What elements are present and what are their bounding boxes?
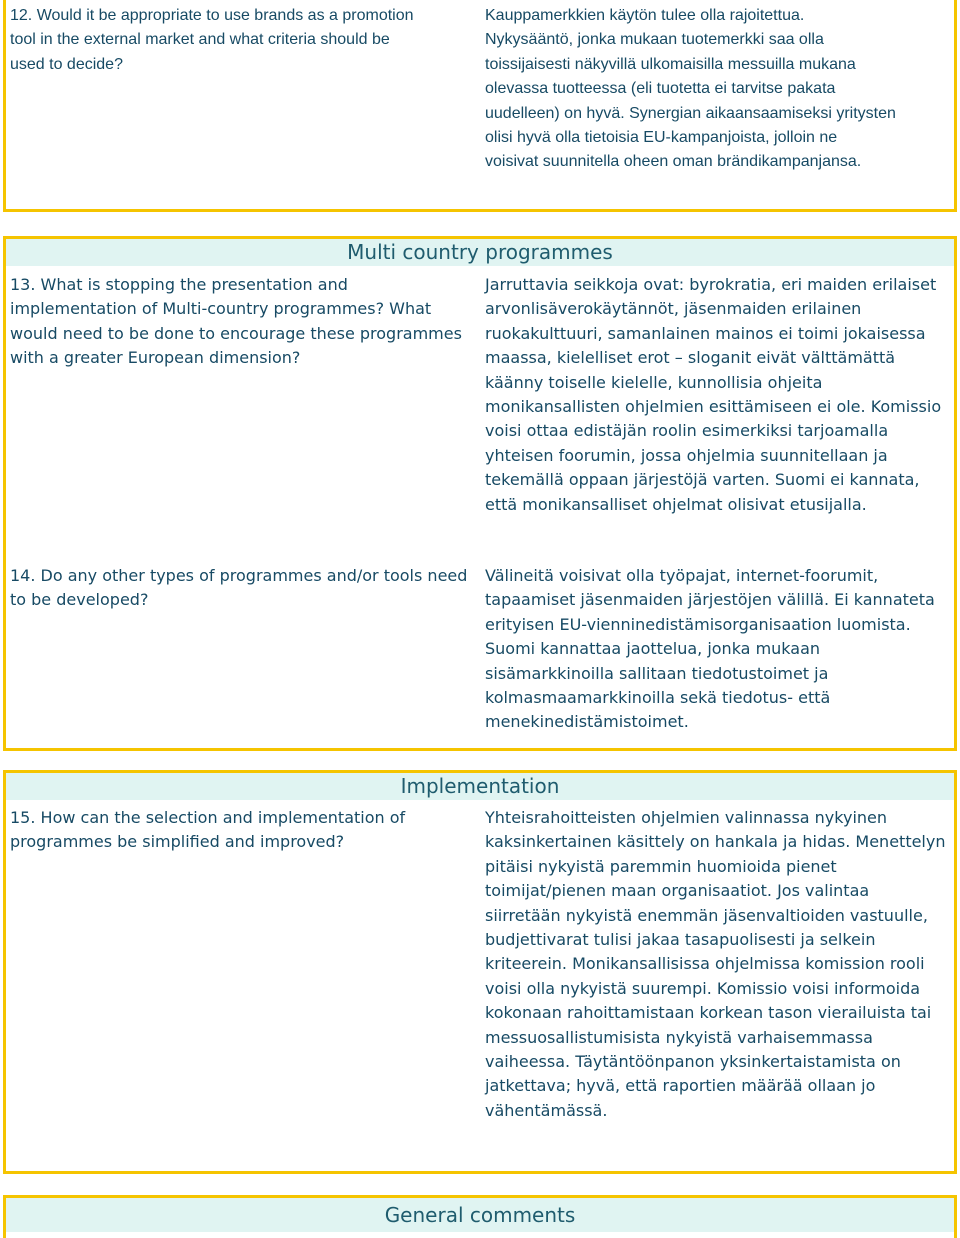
question-12-text: 12. Would it be appropriate to use brands as a promotion tool in the external market and what criteria should be used to decide? (10, 7, 414, 73)
answer-13-text: Jarruttavia seikkoja ovat: byrokratia, eri maiden erilaiset arvonlisäverokäytännöt, jäsenmaiden erilainen ruokakulttuuri, samanlainen mainos ei toimi jokaisessa maassa, kielelliset erot – sloganit eivät välttämättä käänny toiselle kielelle, kunnollisia ohjeita monikansallisten ohjelmien esittämiseen ei ole. Komissio voisi ottaa edistäjän roolin esimerkiksi tarjoamalla yhteisen foorumin, jossa ohjelmia suunnitellaan ja tekemällä oppaan järjestöjä varten. Suomi ei kannata, että monikansalliset ohjelmat olisivat etusijalla. (485, 275, 942, 514)
general-comments-section (3, 1195, 957, 1238)
question-12-box (3, 0, 957, 212)
question-14-text: 14. Do any other types of programmes and/or tools need to be developed? (10, 566, 468, 610)
multi-country-section (3, 236, 957, 751)
section-title-general-comments: General comments (6, 1198, 954, 1232)
section-title-implementation: Implementation (6, 773, 954, 800)
answer-12-text: Kauppamerkkien käytön tulee olla rajoitettua. Nykysääntö, jonka mukaan tuotemerkki saa olla toissijaisesti näkyvillä ulkomaisilla messuilla mukana olevassa tuotteessa (eli tuotetta ei tarvitse pakata uudelleen) on hyvä. Synergian aikaansaamiseksi yritysten olisi hyvä olla tietoisia EU-kampanjoista, jolloin ne voisivat suunnitella oheen oman brändikampanjansa. (485, 7, 896, 171)
answer-14-text: Välineitä voisivat olla työpajat, internet-foorumit, tapaamiset jäsenmaiden järjestöjen välillä. Ei kannateta erityisen EU-vienninedistämisorganisaation luomista. Suomi kannattaa jaottelua, jonka mukaan sisämarkkinoilla sallitaan tiedotustoimet ja kolmasmaamarkkinoilla sekä tiedotus- että menekinedistämistoimet. (485, 566, 935, 732)
question-15-text: 15. How can the selection and implementation of programmes be simplified and improved? (10, 808, 406, 852)
implementation-section (3, 770, 957, 1174)
question-13-text: 13. What is stopping the presentation and implementation of Multi-country programmes? What would need to be done to encourage these programmes with a greater European dimension? (10, 275, 462, 368)
answer-15-text: Yhteisrahoitteisten ohjelmien valinnassa nykyinen kaksinkertainen käsittely on hankala ja hidas. Menettelyn pitäisi nykyistä paremmin huomioida pienet toimijat/pienen maan organisaatiot. Jos valintaa siirretään nykyistä enemmän jäsenvaltioiden vastuulle, budjettivarat tulisi jakaa tasapuolisesti ja selkein kriteerein. Monikansallisissa ohjelmissa komission rooli voisi olla nykyistä suurempi. Komissio voisi informoida kokonaan rahoittamistaan korkean tason vierailuista tai messuosallistumisista nykyistä varhaisemmassa vaiheessa. Täytäntöönpanon yksinkertaistamista on jatkettava; hyvä, että raportien määrää ollaan jo vähentämässä. (485, 808, 946, 1120)
section-title-multi-country: Multi country programmes (6, 239, 954, 266)
